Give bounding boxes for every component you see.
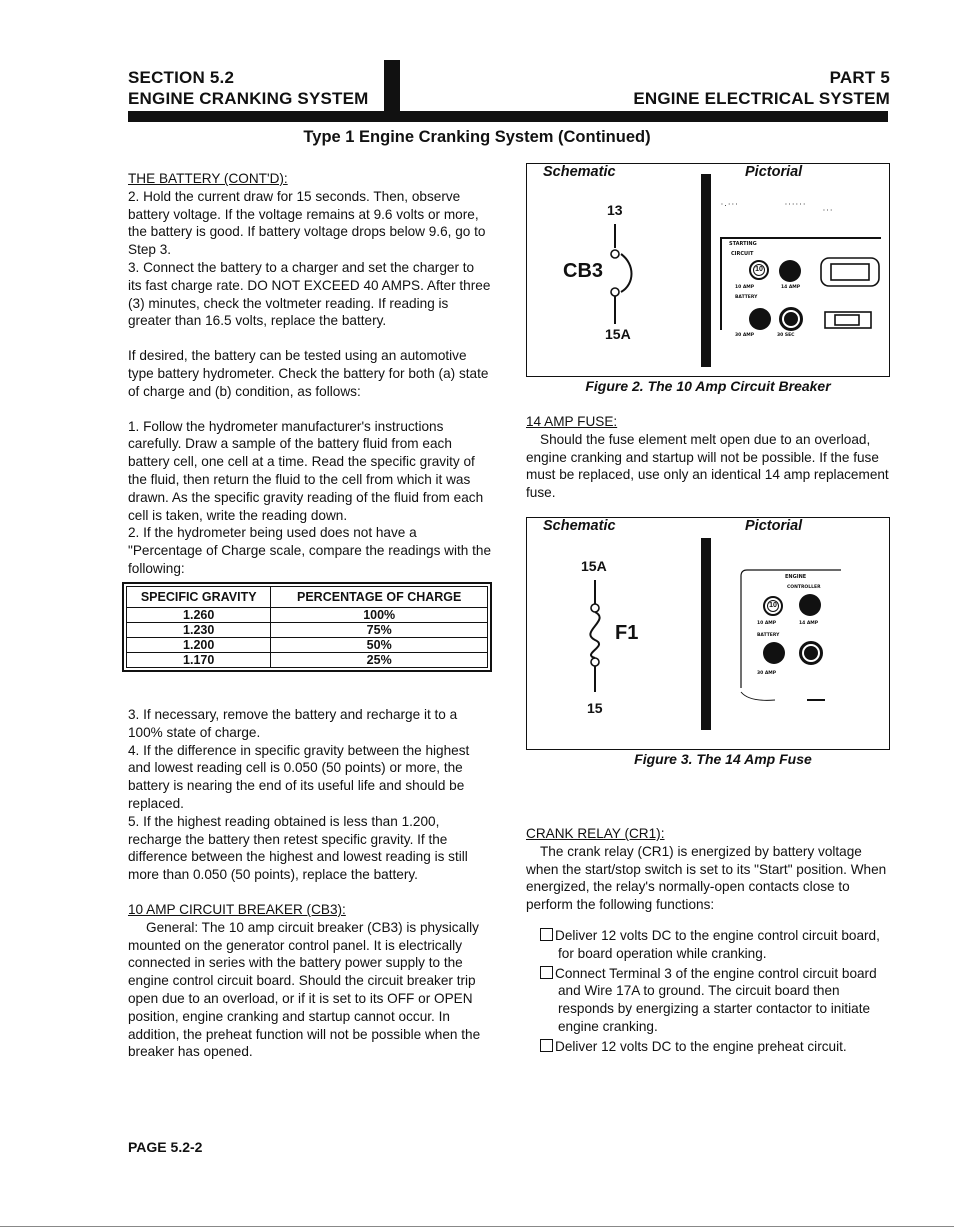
table-row xyxy=(127,638,488,653)
svg-text:10 AMP: 10 AMP xyxy=(757,621,777,626)
figure-2-caption: Figure 2. The 10 Amp Circuit Breaker xyxy=(585,378,831,394)
figure-2-box xyxy=(526,163,890,377)
fuse-f1-icon xyxy=(799,594,821,616)
page-number: PAGE 5.2-2 xyxy=(128,1139,203,1155)
table-row xyxy=(127,608,488,623)
battery-step-difference: 4. If the difference in specific gravity between the highest and lowest reading cell is 0.050 (50 points) or more, the battery is nearing the end of its useful life and should be replaced. xyxy=(128,742,470,811)
section-number: SECTION 5.2 xyxy=(128,68,235,87)
svg-text:· · · · · ·: · · · · · · xyxy=(785,202,806,208)
cb3-wire-bottom: 15A xyxy=(605,326,631,342)
figure-2-schematic-label: Schematic xyxy=(543,164,616,180)
list-item-text: Deliver 12 volts DC to the engine preheat circuit. xyxy=(555,1038,847,1054)
part-title: ENGINE ELECTRICAL SYSTEM xyxy=(633,89,890,108)
figure-3-caption: Figure 3. The 14 Amp Fuse xyxy=(634,751,812,767)
table-cell: 25% xyxy=(271,653,488,668)
svg-text:BATTERY: BATTERY xyxy=(757,633,780,638)
list-item xyxy=(540,965,888,1036)
table-header-charge: PERCENTAGE OF CHARGE xyxy=(271,587,488,608)
svg-text:30 SEC: 30 SEC xyxy=(777,333,795,338)
cb3-button-label: 10 xyxy=(753,264,765,276)
fuse-text: Should the fuse element melt open due to an overload, engine cranking and startup will not be possible. If the fuse must be replaced, use only an identical 14 amp replacement fuse. xyxy=(526,431,889,501)
battery-step-recharge: 3. If necessary, remove the battery and recharge it to a 100% state of charge. xyxy=(128,707,458,740)
specific-gravity-table-frame xyxy=(122,582,492,672)
table-row xyxy=(127,653,488,668)
list-item xyxy=(540,1038,888,1056)
hydrometer-step-2: 2. If the hydrometer being used does not have a "Percentage of Charge scale, compare the readings with the following: xyxy=(128,525,492,576)
cb3-wire-top: 13 xyxy=(607,202,623,218)
cb3-paragraph xyxy=(128,919,491,1061)
cb3-text: The 10 amp circuit breaker (CB3) is physically mounted on the generator control panel. It is electrically connected in series with the battery power supply to the engine control circuit board. Should the circuit breaker trip open due to an overload, or if it is set to its OFF or OPEN position, engine cranking and startup cannot occur. In addition, the preheat function will not be possible when the breaker has opened. xyxy=(128,919,481,1060)
battery-step-retest: 5. If the highest reading obtained is less than 1.200, recharge the battery then retest specific gravity. If the difference between the highest and lowest reading is still more than 0.050 (50 points), replace the battery. xyxy=(128,813,468,883)
battery-step-2: 2. Hold the current draw for 15 seconds. Then, observe battery voltage. If the voltage remains at 9.6 volts or more, the battery is good. If battery voltage drops below 9.6, go to Step 3. xyxy=(128,188,486,258)
svg-text:10 AMP: 10 AMP xyxy=(735,285,755,290)
svg-text:ENGINE: ENGINE xyxy=(785,574,807,580)
svg-text:14 AMP: 14 AMP xyxy=(781,285,801,290)
crank-relay-text: The crank relay (CR1) is energized by battery voltage when the start/stop switch is set to its "Start" position. When energized, the relay's normally-open contacts close to perform the following functions: xyxy=(526,843,887,913)
checkbox-icon xyxy=(540,928,553,941)
battery-step-3: 3. Connect the battery to a charger and set the charger to its fast charge rate. DO NOT EXCEED 40 AMPS. After three (3) minutes, check the voltmeter reading. If reading is greater than 16.5 volts, replace the battery. xyxy=(128,259,491,329)
table-cell: 100% xyxy=(271,608,488,623)
part-number: PART 5 xyxy=(829,68,890,87)
table-cell: 50% xyxy=(271,638,488,653)
figure-2-divider xyxy=(701,174,711,367)
svg-text:· · ·: · · · xyxy=(823,208,833,214)
list-item-text: Deliver 12 volts DC to the engine control circuit board, for board operation while cranking. xyxy=(555,928,880,961)
svg-text:30 AMP: 30 AMP xyxy=(735,333,755,338)
battery-heading: THE BATTERY (CONT'D): xyxy=(128,171,288,186)
left-column-lower xyxy=(128,706,491,1061)
crank-relay-section xyxy=(526,825,889,914)
svg-text:STARTING: STARTING xyxy=(729,241,757,247)
svg-text:CONTROLLER: CONTROLLER xyxy=(787,585,821,590)
cb3-lead: General: xyxy=(146,919,199,935)
table-cell: 1.170 xyxy=(127,653,271,668)
fuse-panel-preheat-center xyxy=(804,646,818,660)
crank-relay-heading: CRANK RELAY (CR1): xyxy=(526,826,665,841)
figure-3-box xyxy=(526,517,890,750)
svg-text:30 AMP: 30 AMP xyxy=(757,671,777,676)
section-title: ENGINE CRANKING SYSTEM xyxy=(128,89,369,108)
svg-text:CIRCUIT: CIRCUIT xyxy=(731,251,754,257)
list-item xyxy=(540,927,888,963)
cb3-heading: 10 AMP CIRCUIT BREAKER (CB3): xyxy=(128,901,346,917)
figure-3-schematic-label: Schematic xyxy=(543,518,616,534)
preheat-button-center xyxy=(784,312,798,326)
crank-relay-functions-list xyxy=(540,927,888,1056)
table-cell: 1.230 xyxy=(127,623,271,638)
svg-text:· . · · ·: · . · · · xyxy=(721,202,738,208)
specific-gravity-table xyxy=(126,586,488,668)
svg-text:14 AMP: 14 AMP xyxy=(799,621,819,626)
hydrometer-step-1: 1. Follow the hydrometer manufacturer's instructions carefully. Draw a sample of the battery fluid from each battery cell, one cell at a time. Read the specific gravity of the fluid, then return the fluid to the cell from which it was drawn. As the specific gravity reading of the fluid from each cell is taken, write the reading down. xyxy=(128,418,484,523)
breaker-30a-icon xyxy=(749,308,771,330)
f1-wire-bottom: 15 xyxy=(587,700,603,716)
cb3-symbol-label: CB3 xyxy=(563,260,604,282)
fuse-section xyxy=(526,413,889,502)
svg-text:BATTERY: BATTERY xyxy=(735,295,758,300)
checkbox-icon xyxy=(540,966,553,979)
fuse-symbol xyxy=(583,578,623,698)
bottom-edge-rule xyxy=(0,1226,954,1227)
table-cell: 75% xyxy=(271,623,488,638)
table-header-gravity: SPECIFIC GRAVITY xyxy=(127,587,271,608)
fuse-holder-icon xyxy=(779,260,801,282)
list-item-text: Connect Terminal 3 of the engine control circuit board and Wire 17A to ground. The circuit board then responds by energizing a starter contactor to initiate engine cranking. xyxy=(555,965,877,1034)
page-title: Type 1 Engine Cranking System (Continued) xyxy=(303,128,651,146)
figure-3-divider xyxy=(701,538,711,730)
figure-3-pictorial-label: Pictorial xyxy=(745,518,803,534)
hydrometer-intro: If desired, the battery can be tested using an automotive type battery hydrometer. Check the battery for both (a) state of charge and (b) condition, as follows: xyxy=(128,348,489,399)
fuse-panel-breaker-icon xyxy=(763,642,785,664)
table-cell: 1.260 xyxy=(127,608,271,623)
table-row xyxy=(127,623,488,638)
header-tab-bar xyxy=(384,60,400,116)
checkbox-icon xyxy=(540,1039,553,1052)
figure-2-pictorial-label: Pictorial xyxy=(745,164,803,180)
header-rule xyxy=(128,111,888,122)
fuse-panel-button-label: 10 xyxy=(767,600,779,612)
left-column xyxy=(128,170,491,578)
circuit-breaker-symbol xyxy=(601,220,651,328)
table-cell: 1.200 xyxy=(127,638,271,653)
fuse-heading: 14 AMP FUSE: xyxy=(526,414,618,429)
fuse-panel-pictorial xyxy=(735,562,855,712)
f1-symbol-label: F1 xyxy=(615,622,639,644)
f1-wire-top: 15A xyxy=(581,558,607,574)
